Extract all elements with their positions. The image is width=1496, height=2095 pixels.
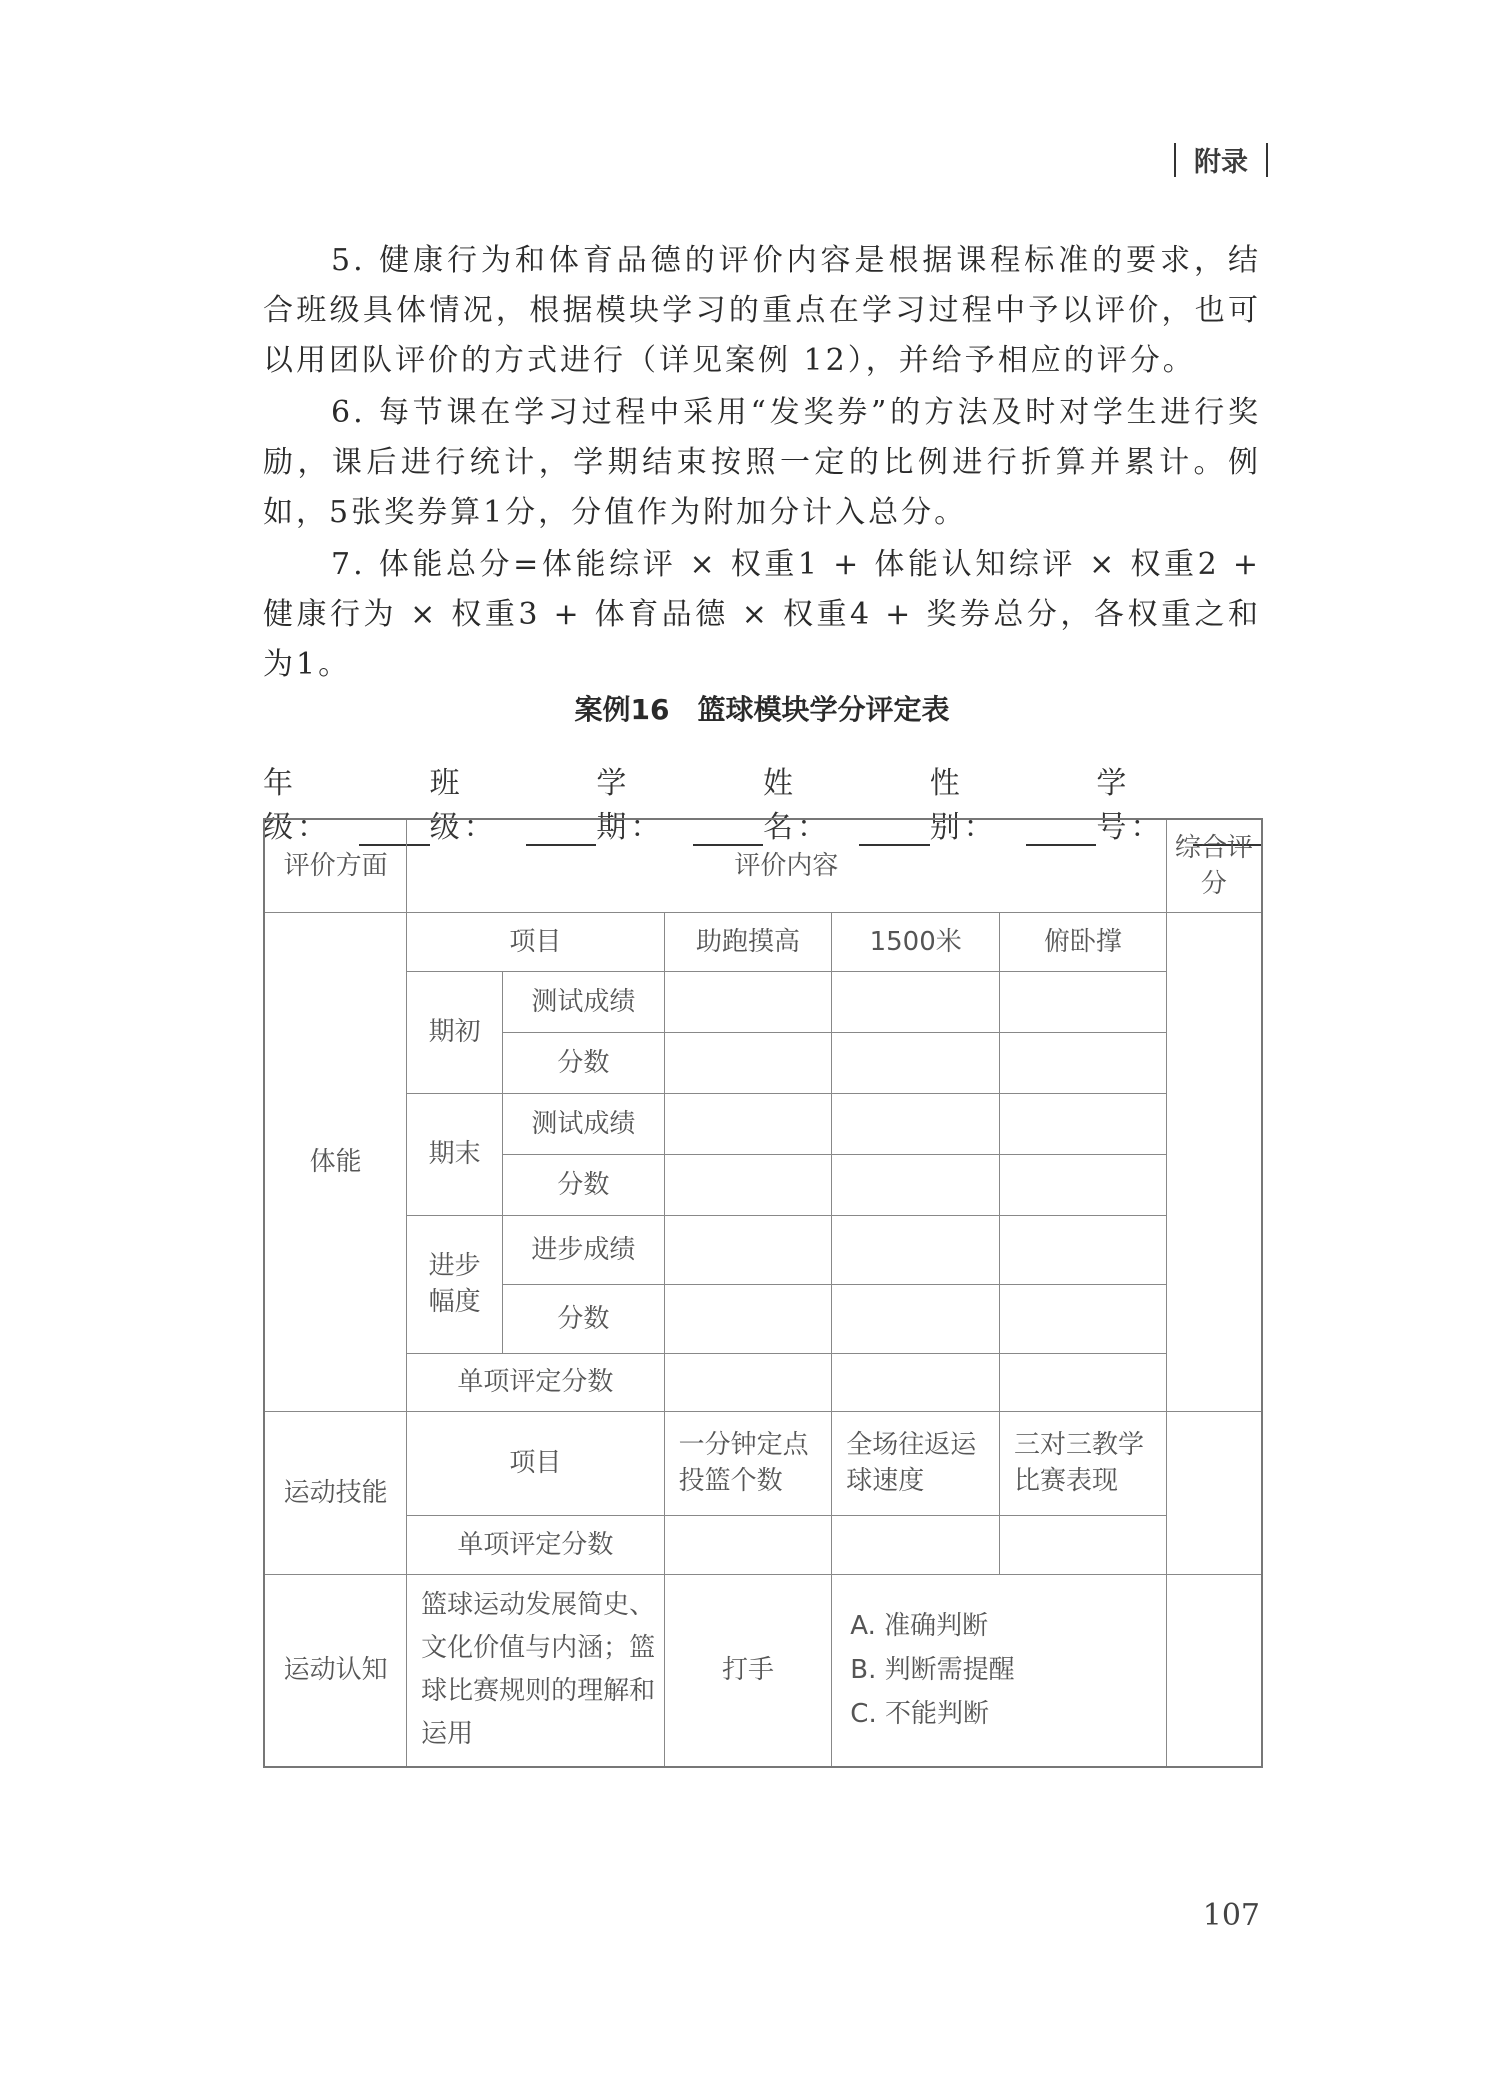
paragraph-7: 7. 体能总分=体能综评 × 权重1 + 体能认知综评 × 权重2 + 健康行为 × 权重3 + 体育品德 × 权重4 + 奖券总分，各权重之和为1。: [263, 547, 1261, 682]
skill-overall-cell[interactable]: [1166, 1411, 1262, 1574]
input-cell[interactable]: [1000, 1353, 1167, 1411]
input-cell[interactable]: [664, 1154, 832, 1215]
row-label: 进步成绩: [503, 1215, 665, 1284]
table-row: [264, 1574, 1262, 1767]
field-label: 学号：: [1096, 766, 1165, 845]
row-label: 分数: [503, 1154, 665, 1215]
input-cell[interactable]: [832, 1032, 1000, 1093]
field-label: 班级：: [429, 766, 498, 845]
skill-item: 全场往返运球速度: [832, 1411, 1000, 1515]
field-label: 姓名：: [763, 766, 832, 845]
cognition-options: [832, 1574, 1166, 1767]
input-cell[interactable]: [832, 1284, 1000, 1353]
input-cell[interactable]: [1000, 971, 1167, 1032]
fitness-item: 俯卧撑: [1000, 912, 1167, 971]
input-cell[interactable]: [1000, 1515, 1167, 1574]
input-cell[interactable]: [664, 1093, 832, 1154]
header-content: 评价内容: [407, 819, 1166, 912]
fitness-overall-cell[interactable]: [1166, 912, 1262, 1411]
row-label: 测试成绩: [503, 1093, 665, 1154]
table-row: [264, 971, 1262, 1032]
row-label: 测试成绩: [503, 971, 665, 1032]
skill-item: 一分钟定点投篮个数: [664, 1411, 832, 1515]
fitness-single-score: 单项评定分数: [407, 1353, 665, 1411]
input-cell[interactable]: [832, 1353, 1000, 1411]
table-row: [264, 1411, 1262, 1515]
page-number: 107: [1202, 1898, 1260, 1933]
input-cell[interactable]: [1000, 1154, 1167, 1215]
fitness-item-label: 项目: [407, 912, 665, 971]
input-cell[interactable]: [832, 971, 1000, 1032]
input-cell[interactable]: [832, 1515, 1000, 1574]
aspect-skill: 运动技能: [264, 1411, 407, 1574]
cognition-content: 篮球运动发展简史、文化价值与内涵；篮球比赛规则的理解和运用: [407, 1574, 665, 1767]
fitness-initial: 期初: [407, 971, 503, 1093]
input-cell[interactable]: [1000, 1284, 1167, 1353]
table-row: [264, 1093, 1262, 1154]
input-cell[interactable]: [664, 1515, 832, 1574]
input-cell[interactable]: [832, 1093, 1000, 1154]
input-cell[interactable]: [664, 1032, 832, 1093]
fitness-final: 期末: [407, 1093, 503, 1215]
header-divider-right: [1266, 143, 1268, 177]
input-cell[interactable]: [664, 1353, 832, 1411]
row-label: 分数: [503, 1032, 665, 1093]
fitness-progress: 进步幅度: [407, 1215, 503, 1353]
table-row: [264, 819, 1262, 912]
header-divider-left: [1174, 143, 1176, 177]
input-cell[interactable]: [832, 1154, 1000, 1215]
aspect-fitness: 体能: [264, 912, 407, 1411]
aspect-cognition: 运动认知: [264, 1574, 407, 1767]
header-aspect: 评价方面: [264, 819, 407, 912]
fitness-item: 助跑摸高: [664, 912, 832, 971]
field-label: 性别：: [929, 766, 998, 845]
header-section-title: 附录: [1194, 147, 1248, 178]
score-table: [263, 818, 1263, 1768]
field-label: 年级：: [263, 766, 331, 845]
fitness-item: 1500米: [832, 912, 1000, 971]
paragraph-6: 6. 每节课在学习过程中采用“发奖券”的方法及时对学生进行奖励，课后进行统计，学期结束按照一定的比例进行折算并累计。例如，5张奖券算1分，分值作为附加分计入总分。: [263, 395, 1261, 530]
option-c: C. 不能判断: [850, 1699, 989, 1730]
body-text: [263, 236, 1261, 692]
running-header: [1174, 140, 1268, 179]
input-cell[interactable]: [664, 971, 832, 1032]
paragraph-5: 5. 健康行为和体育品德的评价内容是根据课程标准的要求，结合班级具体情况，根据模块学习的重点在学习过程中予以评价，也可以用团队评价的方式进行（详见案例 12），并给予相应的评分。: [263, 243, 1261, 378]
row-label: 分数: [503, 1284, 665, 1353]
table-row: [264, 1515, 1262, 1574]
input-cell[interactable]: [664, 1284, 832, 1353]
skill-item-label: 项目: [407, 1411, 665, 1515]
input-cell[interactable]: [1000, 1032, 1167, 1093]
table-row: [264, 1353, 1262, 1411]
table-row: [264, 912, 1262, 971]
cognition-overall-cell[interactable]: [1166, 1574, 1262, 1767]
skill-single-score: 单项评定分数: [407, 1515, 665, 1574]
cognition-method: 打手: [664, 1574, 832, 1767]
option-b: B. 判断需提醒: [850, 1655, 1015, 1686]
input-cell[interactable]: [664, 1215, 832, 1284]
table-caption: 案例16 篮球模块学分评定表: [574, 693, 950, 726]
field-label: 学期：: [596, 766, 665, 845]
input-cell[interactable]: [832, 1215, 1000, 1284]
input-cell[interactable]: [1000, 1215, 1167, 1284]
header-overall: 综合评分: [1166, 819, 1262, 912]
input-cell[interactable]: [1000, 1093, 1167, 1154]
option-a: A. 准确判断: [850, 1611, 989, 1642]
table-row: [264, 1215, 1262, 1284]
skill-item: 三对三教学比赛表现: [1000, 1411, 1167, 1515]
